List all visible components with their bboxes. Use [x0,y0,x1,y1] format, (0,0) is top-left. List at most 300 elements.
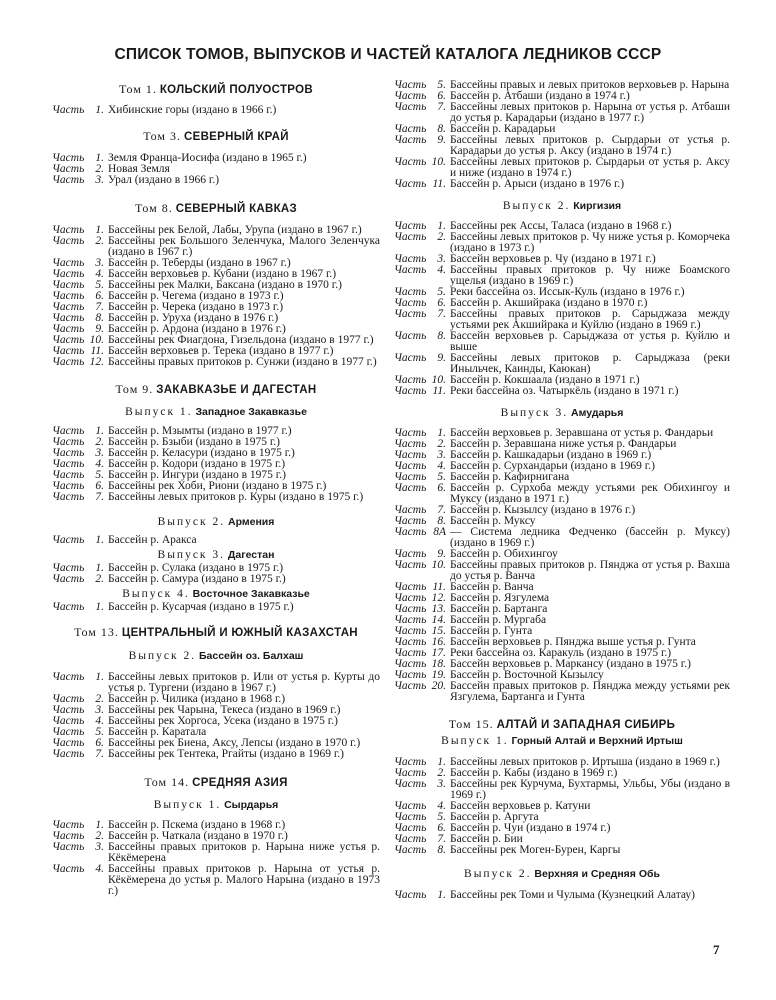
part-title: Бассейны правых и левых притоков верховьев р. Нарына [450,79,730,91]
part-list [52,225,380,368]
part-number: 11. [432,385,446,397]
part-number: 17. [431,647,446,659]
page-number: 7 [713,942,720,957]
part-label: Часть [394,308,427,320]
part-list [52,153,380,186]
part-entry [52,574,380,585]
part-label: Часть [52,841,85,853]
part-title: Бассейны левых притоков р. Нарына от устья р. Атбаши до устья р. Карадарьи (издано в 1977 г.) [450,101,730,124]
part-entry [394,232,730,254]
part-label: Часть [394,756,427,768]
part-label: Часть [394,515,427,527]
part-label: Часть [52,436,85,448]
part-number: 12. [89,356,104,368]
part-entry [394,265,730,287]
volume-heading: Том 1. КОЛЬСКИЙ ПОЛУОСТРОВ [119,82,313,96]
part-label: Часть [52,174,85,186]
part-number: 4. [95,715,104,727]
part-title: Бассейн р. Теберды (издано в 1967 г.) [108,257,291,269]
part-title: Бассейн р. Язгулема [450,592,550,604]
part-list [52,820,380,897]
part-entry [52,864,380,897]
part-title: Бассейны рек Тентека, Ргайты (издано в 1969 г.) [108,748,344,760]
part-label: Часть [394,625,427,637]
part-number: 4. [437,264,446,276]
part-label: Часть [52,356,85,368]
page-title: СПИСОК ТОМОВ, ВЫПУСКОВ И ЧАСТЕЙ КАТАЛОГА ЛЕДНИКОВ СССР [114,46,662,63]
volume-heading: Том 3. СЕВЕРНЫЙ КРАЙ [143,129,289,143]
part-entry [52,749,380,760]
part-number: 16. [431,636,446,648]
issue-heading: Выпуск 3. Дагестан [157,549,275,561]
part-number: 6. [437,297,446,309]
part-label: Часть [52,224,85,236]
part-title: Бассейн р. Аракса [108,534,197,546]
part-number: 1. [95,819,104,831]
issue-heading: Выпуск 2. Бассейн оз. Балхаш [128,650,304,662]
part-number: 3. [437,778,446,790]
part-label: Часть [52,447,85,459]
part-title: Реки бассейна оз. Иссык-Куль (издано в 1976 г.) [450,286,685,298]
part-number: 5. [95,726,104,738]
part-label: Часть [394,134,427,146]
part-entry [52,492,380,503]
part-label: Часть [394,297,427,309]
part-label: Часть [394,592,427,604]
part-number: 8А [433,526,446,538]
part-title: Бассейн р. Пскема (издано в 1968 г.) [108,819,286,831]
part-title: Бассейны рек Фиагдона, Гизельдона (издано в 1977 г.) [108,334,374,346]
part-title: Бассейн р. Кокшаала (издано в 1971 г.) [450,374,640,386]
part-label: Часть [52,257,85,269]
part-number: 15. [431,625,446,637]
part-label: Часть [394,559,427,571]
part-label: Часть [394,822,427,834]
part-number: 2. [95,163,104,175]
part-number: 13. [431,603,446,615]
part-number: 7. [95,301,104,313]
part-entry [394,157,730,179]
part-label: Часть [52,458,85,470]
part-title: Бассейн р. Кабы (издано в 1969 г.) [450,767,618,779]
issue-heading: Выпуск 2. Киргизия [502,200,622,212]
part-label: Часть [394,330,427,342]
part-entry [52,602,380,613]
part-title: Бассейны рек Чарына, Текеса (издано в 1969 г.) [108,704,341,716]
part-label: Часть [394,647,427,659]
part-entry [394,560,730,582]
part-title: Бассейн р. Чегема (издано в 1973 г.) [108,290,284,302]
part-title: Бассейн р. Кызылсу (издано в 1976 г.) [450,504,636,516]
part-title: Бассейн р. Кодори (издано в 1975 г.) [108,458,286,470]
part-title: Бассейн р. Сурхоба между устьями рек Обихингоу и Муксу (издано в 1971 г.) [450,482,730,505]
part-number: 4. [95,458,104,470]
part-number: 11. [432,178,446,190]
part-label: Часть [394,526,427,538]
part-title: Бассейны рек Биена, Аксу, Лепсы (издано в 1970 г.) [108,737,361,749]
volume-heading: Том 14. СРЕДНЯЯ АЗИЯ [144,775,288,789]
part-title: Бассейн р. Восточной Кызылсу [450,669,604,681]
part-label: Часть [52,601,85,613]
part-number: 8. [437,844,446,856]
part-label: Часть [52,334,85,346]
part-title: Бассейны правых притоков р. Нарына ниже устья р. Кёкёмерена [108,841,380,864]
part-number: 6. [95,290,104,302]
part-title: Бассейны рек Ассы, Таласа (издано в 1968 г.) [450,220,672,232]
part-label: Часть [52,323,85,335]
part-entry [394,483,730,505]
part-number: 19. [431,669,446,681]
part-number: 7. [437,101,446,113]
part-number: 2. [95,693,104,705]
part-entry [52,535,380,546]
part-number: 11. [90,345,104,357]
part-number: 2. [437,438,446,450]
part-title: Бассейны левых притоков р. Сырдарьи от устья р. Аксу и ниже (издано в 1974 г.) [450,156,730,179]
part-label: Часть [52,704,85,716]
part-number: 3. [437,449,446,461]
part-label: Часть [52,345,85,357]
part-title: Бассейн р. Самура (издано в 1975 г.) [108,573,286,585]
part-number: 3. [95,447,104,459]
part-title: Бассейн р. Обихингоу [450,548,558,560]
part-title: Урал (издано в 1966 г.) [108,174,220,186]
part-label: Часть [52,830,85,842]
part-number: 10. [89,334,104,346]
part-label: Часть [52,671,85,683]
part-number: 8. [437,330,446,342]
part-label: Часть [52,268,85,280]
part-label: Часть [394,352,427,364]
part-number: 7. [437,833,446,845]
part-number: 3. [95,704,104,716]
part-number: 5. [95,279,104,291]
part-title: Земля Франца-Иосифа (издано в 1965 г.) [108,152,307,164]
part-number: 4. [95,268,104,280]
part-number: 1. [95,224,104,236]
part-number: 1. [437,427,446,439]
volume-heading: Том 13. ЦЕНТРАЛЬНЫЙ И ЮЖНЫЙ КАЗАХСТАН [74,625,358,639]
part-title: Бассейны левых притоков р. Иртыша (издано в 1969 г.) [450,756,720,768]
part-title: Бассейн верховьев р. Пянджа выше устья р. Гунта [450,636,696,648]
part-title: Бассейн р. Кафирнигана [450,471,570,483]
part-title: Бассейны рек Моген-Бурен, Каргы [450,844,621,856]
part-number: 2. [95,830,104,842]
part-label: Часть [52,469,85,481]
issue-heading: Выпуск 1. Западное Закавказье [125,406,307,418]
part-list [394,428,730,703]
part-label: Часть [394,614,427,626]
part-label: Часть [394,286,427,298]
part-title: Бассейны правых притоков р. Пянджа от устья р. Вахша до устья р. Ванча [450,559,730,582]
part-label: Часть [394,438,427,450]
part-number: 5. [437,811,446,823]
part-title: Бассейны левых притоков р. Куры (издано в 1975 г.) [108,491,364,503]
part-title: Бассейны рек Томи и Чулыма (Кузнецкий Алатау) [450,889,696,901]
part-label: Часть [394,603,427,615]
part-number: 5. [437,79,446,91]
part-title: Бассейны рек Хоби, Риони (издано в 1975 г.) [108,480,327,492]
part-label: Часть [52,425,85,437]
part-label: Часть [394,156,427,168]
part-entry [52,175,380,186]
part-number: 5. [437,471,446,483]
part-entry [394,135,730,157]
part-list [394,757,730,856]
part-number: 7. [437,308,446,320]
part-label: Часть [52,163,85,175]
issue-heading: Выпуск 2. Верхняя и Средняя Обь [464,868,660,880]
part-label: Часть [394,680,427,692]
part-number: 9. [437,352,446,364]
part-label: Часть [394,427,427,439]
part-title: Бассейн верховьев р. Терека (издано в 1977 г.) [108,345,334,357]
part-number: 2. [95,235,104,247]
part-label: Часть [394,220,427,232]
part-title: Бассейн верховьев р. Чу (издано в 1971 г.) [450,253,656,265]
part-number: 6. [437,822,446,834]
issue-heading: Выпуск 3. Амударья [500,407,624,419]
part-label: Часть [394,374,427,386]
part-number: 9. [437,548,446,560]
part-title: Бассейны рек Хоргоса, Усека (издано в 1975 г.) [108,715,338,727]
part-title: Бассейны правых притоков р. Нарына от устья р. Кёкёмерена до устья р. Малого Нарына (издано в 1973 г.) [108,863,380,897]
part-number: 1. [95,152,104,164]
part-entry [394,779,730,801]
part-list [52,535,380,546]
part-title: Бассейн р. Мзымты (издано в 1977 г.) [108,425,292,437]
part-label: Часть [52,737,85,749]
part-title: Бассейн р. Карадарьи [450,123,556,135]
part-number: 3. [95,257,104,269]
part-title: Бассейн р. Муксу [450,515,536,527]
part-list [394,221,730,397]
part-number: 2. [95,573,104,585]
part-label: Часть [52,152,85,164]
part-label: Часть [52,534,85,546]
part-label: Часть [394,767,427,779]
part-label: Часть [394,811,427,823]
part-title: Бассейн р. Черека (издано в 1973 г.) [108,301,284,313]
part-list [52,105,380,116]
part-label: Часть [394,178,427,190]
part-title: Бассейны рек Малки, Баксана (издано в 1970 г.) [108,279,342,291]
part-title: Бассейны рек Большого Зеленчука, Малого Зеленчука (издано в 1967 г.) [108,235,380,258]
part-label: Часть [52,562,85,574]
part-number: 3. [437,253,446,265]
part-number: 18. [431,658,446,670]
part-number: 8. [95,312,104,324]
part-label: Часть [394,385,427,397]
part-title: Бассейн р. Чаткала (издано в 1970 г.) [108,830,288,842]
part-title: Бассейн р. Акшийрака (издано в 1970 г.) [450,297,648,309]
issue-heading: Выпуск 1. Сырдарья [153,799,279,811]
part-number: 1. [437,756,446,768]
part-title: Бассейн р. Сурхандарьи (издано в 1969 г.) [450,460,655,472]
part-label: Часть [394,778,427,790]
part-label: Часть [52,480,85,492]
part-label: Часть [394,101,427,113]
part-label: Часть [394,90,427,102]
part-title: Бассейн р. Кусарчая (издано в 1975 г.) [108,601,294,613]
part-label: Часть [52,863,85,875]
part-entry [394,890,730,901]
part-number: 9. [437,134,446,146]
part-label: Часть [394,800,427,812]
left-column [52,82,380,897]
part-entry [52,842,380,864]
part-label: Часть [394,231,427,243]
part-label: Часть [52,819,85,831]
part-title: Бассейн верховьев р. Кубани (издано в 1967 г.) [108,268,337,280]
part-title: Бассейны правых притоков р. Сарыджаза между устьями рек Акшийрака и Куйлю (издано в 1969 г.) [450,308,730,331]
part-entry [52,236,380,258]
part-label: Часть [394,253,427,265]
part-number: 6. [437,90,446,102]
part-number: 4. [95,863,104,875]
part-title: Бассейны правых притоков р. Чу ниже Боамского ущелья (издано в 1969 г.) [450,264,730,287]
part-number: 14. [431,614,446,626]
part-title: Бассейн р. Гунта [450,625,533,637]
part-number: 1. [95,562,104,574]
part-number: 1. [95,104,104,116]
part-label: Часть [394,889,427,901]
volume-heading: Том 15. АЛТАЙ И ЗАПАДНАЯ СИБИРЬ [448,717,676,731]
part-number: 4. [437,800,446,812]
part-label: Часть [394,504,427,516]
part-entry [52,105,380,116]
part-number: 7. [95,491,104,503]
part-number: 1. [95,534,104,546]
part-entry [52,672,380,694]
part-list [52,426,380,503]
part-number: 2. [437,231,446,243]
part-title: Бассейн р. Аргута [450,811,539,823]
part-entry [394,845,730,856]
part-title: Бассейн верховьев р. Катуни [450,800,591,812]
part-label: Часть [52,290,85,302]
part-title: Бассейны левых притоков р. Или от устья р. Курты до устья р. Тургени (издано в 1967 г.) [108,671,380,694]
part-number: 5. [95,469,104,481]
part-number: 8. [437,123,446,135]
part-number: 2. [95,436,104,448]
part-entry [394,386,730,397]
part-label: Часть [52,693,85,705]
part-number: 5. [437,286,446,298]
part-label: Часть [394,123,427,135]
part-label: Часть [394,264,427,276]
part-title: Бассейн р. Кашкадарьи (издано в 1969 г.) [450,449,652,461]
part-title: Бассейн р. Мургаба [450,614,547,626]
part-label: Часть [394,548,427,560]
part-label: Часть [394,844,427,856]
issue-heading: Выпуск 1. Горный Алтай и Верхний Иртыш [441,735,683,747]
part-label: Часть [394,658,427,670]
part-number: 3. [95,841,104,853]
part-title: Бассейн р. Бартанга [450,603,548,615]
part-title: Бассейн р. Ингури (издано в 1975 г.) [108,469,286,481]
part-list [52,563,380,585]
part-label: Часть [52,301,85,313]
part-title: Хибинские горы (издано в 1966 г.) [108,104,277,116]
part-list [52,672,380,760]
part-number: 10. [431,374,446,386]
part-number: 6. [95,737,104,749]
part-title: Бассейны левых притоков р. Сырдарьи от устья р. Карадарьи до устья р. Аксу (издано в 1974 г.) [450,134,730,157]
part-label: Часть [394,460,427,472]
part-list [52,602,380,613]
part-entry [394,179,730,190]
right-column [394,80,730,901]
part-label: Часть [52,573,85,585]
part-label: Часть [394,482,427,494]
part-title: Бассейны левых притоков р. Сарыджаза (реки Иныльчек, Каинды, Каюкан) [450,352,730,375]
part-number: 2. [437,767,446,779]
part-number: 6. [95,480,104,492]
part-title: Бассейн р. Сулака (издано в 1975 г.) [108,562,284,574]
part-title: Бассейн р. Чуи (издано в 1974 г.) [450,822,611,834]
part-list [394,890,730,901]
part-title: Бассейны рек Курчума, Бухтармы, Ульбы, Убы (издано в 1969 г.) [450,778,730,801]
part-title: Бассейн р. Ардона (издано в 1976 г.) [108,323,286,335]
part-label: Часть [52,715,85,727]
part-title: Бассейн р. Зеравшана ниже устья р. Фандарьи [450,438,677,450]
part-title: Бассейн правых притоков р. Пянджа между устьями рек Язгулема, Бартанга и Гунта [450,680,730,703]
part-label: Часть [394,471,427,483]
issue-heading: Выпуск 4. Восточное Закавказье [122,588,310,600]
part-entry [394,353,730,375]
part-title: Бассейн р. Каратала [108,726,207,738]
part-title: Бассейн р. Ванча [450,581,534,593]
part-number: 1. [95,425,104,437]
part-title: Бассейн верховьев р. Маркансу (издано в 1975 г.) [450,658,691,670]
part-number: 1. [437,220,446,232]
part-number: 8. [437,515,446,527]
part-label: Часть [394,79,427,91]
part-number: 9. [95,323,104,335]
part-number: 1. [437,889,446,901]
part-label: Часть [52,312,85,324]
part-title: Бассейн р. Чилика (издано в 1968 г.) [108,693,286,705]
part-title: Бассейн р. Атбаши (издано в 1974 г.) [450,90,630,102]
part-number: 7. [437,504,446,516]
part-label: Часть [394,833,427,845]
part-title: Бассейн р. Бзыби (издано в 1975 г.) [108,436,280,448]
part-entry [52,357,380,368]
part-title: — Система ледника Федченко (бассейн р. Муксу) (издано в 1969 г.) [450,526,730,549]
part-number: 11. [432,581,446,593]
part-number: 3. [95,174,104,186]
part-label: Часть [52,726,85,738]
part-title: Новая Земля [108,163,170,175]
part-title: Реки бассейна оз. Чатыркёль (издано в 1971 г.) [450,385,679,397]
part-label: Часть [394,669,427,681]
part-entry [394,331,730,353]
part-number: 7. [95,748,104,760]
part-title: Бассейн верховьев р. Зеравшана от устья р. Фандарьи [450,427,714,439]
part-number: 1. [95,671,104,683]
part-entry [394,681,730,703]
part-title: Бассейн р. Бии [450,833,523,845]
part-list [394,80,730,190]
part-title: Бассейн верховьев р. Сарыджаза от устья р. Куйлю и выше [450,330,730,353]
volume-heading: Том 8. СЕВЕРНЫЙ КАВКАЗ [134,201,298,215]
part-label: Часть [52,491,85,503]
part-label: Часть [394,581,427,593]
part-title: Реки бассейна оз. Каракуль (издано в 1975 г.) [450,647,672,659]
part-title: Бассейны правых притоков р. Сунжи (издано в 1977 г.) [108,356,377,368]
part-number: 6. [437,482,446,494]
